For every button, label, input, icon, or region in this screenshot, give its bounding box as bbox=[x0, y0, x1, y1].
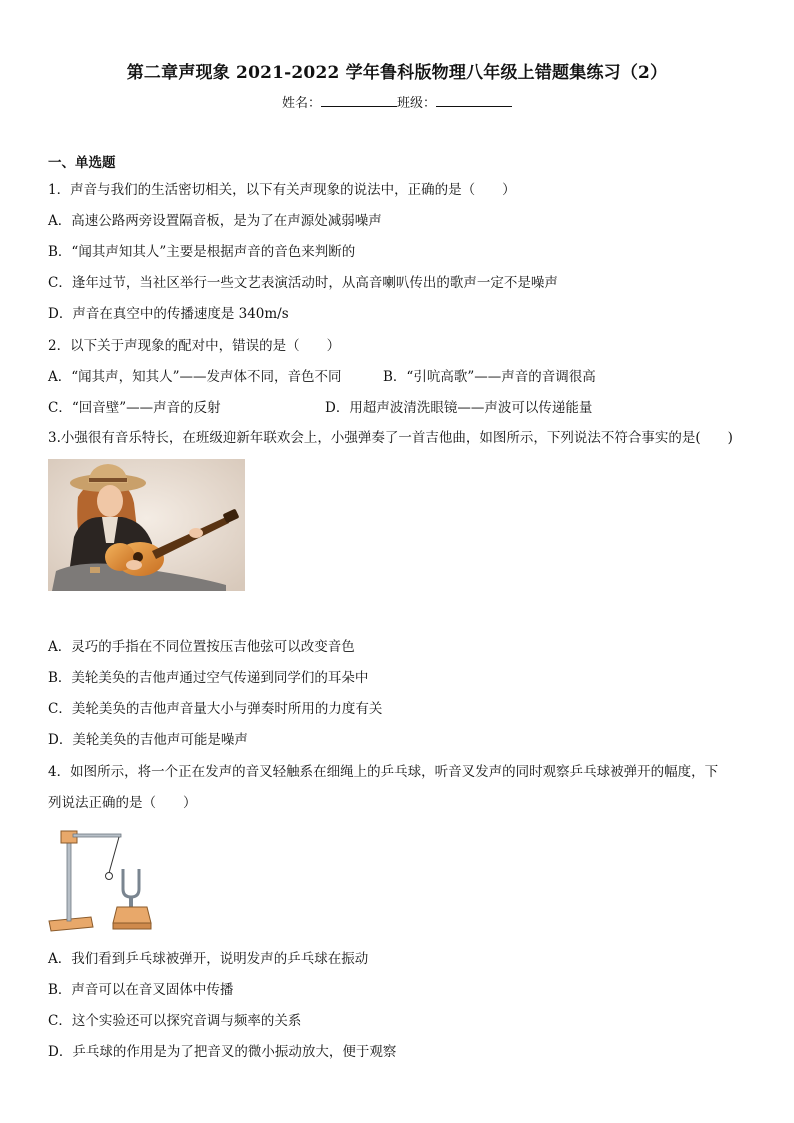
name-label: 姓名： bbox=[281, 96, 321, 111]
page-title: 第二章声现象 2021-2022 学年鲁科版物理八年级上错题集练习（2） bbox=[126, 63, 668, 83]
class-blank[interactable] bbox=[436, 94, 512, 107]
q4-stem-line2: 列说法正确的是（ ） bbox=[48, 795, 197, 811]
q4-option-c: C．这个实验还可以探究音调与频率的关系 bbox=[48, 1013, 302, 1029]
q2-option-c: C．“回音壁”——声音的反射 bbox=[48, 400, 221, 416]
student-info bbox=[0, 92, 794, 111]
q3-option-a: A．灵巧的手指在不同位置按压吉他弦可以改变音色 bbox=[48, 639, 355, 655]
q3-stem: 3.小强很有音乐特长，在班级迎新年联欢会上，小强弹奏了一首吉他曲，如图所示，下列说法不符合事实的是( ) bbox=[48, 430, 733, 446]
q1-option-b: B．“闻其声知其人”主要是根据声音的音色来判断的 bbox=[48, 244, 356, 260]
q4-stem-line1: 4．如图所示，将一个正在发声的音叉轻触系在细绳上的乒乓球，听音叉发声的同时观察乒乓球被弹开的幅度，下 bbox=[48, 764, 719, 780]
guitar-player-image bbox=[48, 459, 245, 595]
tuning-fork-apparatus-image bbox=[47, 825, 162, 939]
q4-option-a: A．我们看到乒乓球被弹开，说明发声的乒乓球在振动 bbox=[48, 951, 369, 967]
q1-option-d: D．声音在真空中的传播速度是 340m/s bbox=[48, 306, 289, 322]
q3-option-c: C．美轮美奂的吉他声音量大小与弹奏时所用的力度有关 bbox=[48, 701, 383, 717]
q3-option-d: D．美轮美奂的吉他声可能是噪声 bbox=[48, 732, 248, 748]
q1-stem: 1．声音与我们的生活密切相关，以下有关声现象的说法中，正确的是（ ） bbox=[48, 182, 516, 198]
q2-stem: 2．以下关于声现象的配对中，错误的是（ ） bbox=[48, 338, 341, 354]
q4-option-d: D．乒乓球的作用是为了把音叉的微小振动放大，便于观察 bbox=[48, 1044, 397, 1060]
class-label: 班级： bbox=[397, 96, 437, 111]
q1-option-c: C．逢年过节，当社区举行一些文艺表演活动时，从高音喇叭传出的歌声一定不是噪声 bbox=[48, 275, 558, 291]
q2-option-b: B．“引吭高歌”——声音的音调很高 bbox=[383, 369, 596, 385]
q2-option-d: D．用超声波清洗眼镜——声波可以传递能量 bbox=[325, 400, 593, 416]
section-heading: 一、单选题 bbox=[48, 155, 116, 171]
q3-option-b: B．美轮美奂的吉他声通过空气传递到同学们的耳朵中 bbox=[48, 670, 369, 686]
q4-option-b: B．声音可以在音叉固体中传播 bbox=[48, 982, 234, 998]
q2-option-a: A．“闻其声，知其人”——发声体不同，音色不同 bbox=[48, 369, 342, 385]
name-blank[interactable] bbox=[321, 94, 397, 107]
q1-option-a: A．高速公路两旁设置隔音板，是为了在声源处减弱噪声 bbox=[48, 213, 382, 229]
